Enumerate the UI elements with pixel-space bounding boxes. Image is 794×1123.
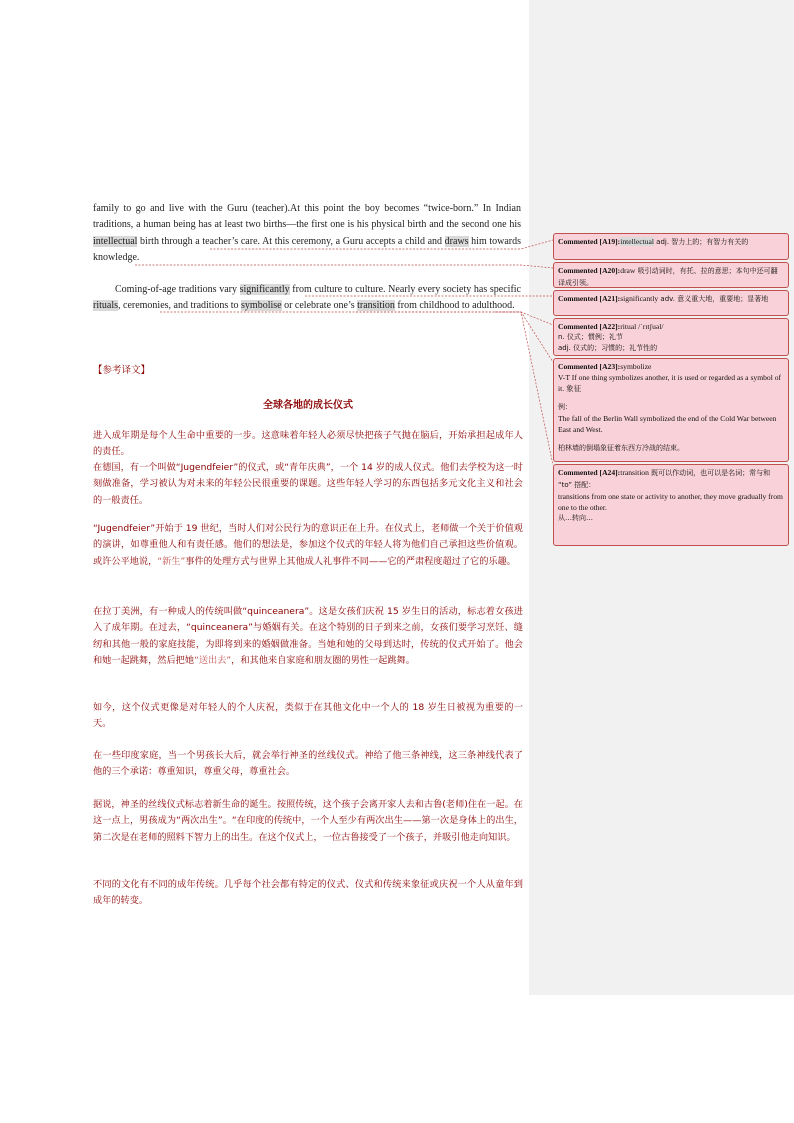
para2-text-b: from culture to culture. Nearly every society has specific [289, 284, 521, 295]
comment-word: ritual [620, 322, 637, 331]
para2-text-d: or celebrate one’s [281, 300, 358, 312]
para1-text-a: family to go and live with the Guru (teacher).At this point the boy becomes “twice-born.” In Indian traditions, a human being has at least two births—the first one is his physical birth and the second one his [93, 203, 521, 231]
comment-extra-line: The fall of the Berlin Wall symbolized the end of the Cold War between East and West. [558, 414, 777, 434]
translation-paragraph-1: 进入成年期是每个人生命中重要的一步。这意味着年轻人必须尽快把孩子气抛在脑后，开始承担起成年人的责任。 [93, 430, 523, 458]
highlight-intellectual[interactable]: intellectual [93, 235, 138, 247]
highlight-symbolise[interactable]: symbolise [241, 300, 282, 312]
comment-body: adj. 智力上的；有智力有关的 [653, 238, 749, 246]
para2-text-e: from childhood to adulthood. [394, 300, 515, 312]
para2-text-a: Coming-of-age traditions vary [115, 284, 240, 295]
comment-a24[interactable] [553, 464, 789, 546]
highlight-draws[interactable]: draws [444, 235, 469, 247]
translation-paragraph-4 [93, 604, 523, 670]
translation-title: 全球各地的成长仪式 [263, 400, 353, 411]
para1-text-c: him towards knowledge. [93, 235, 521, 264]
comment-extra-line: 柏林墙的倒塌象征着东西方冷战的结束。 [558, 444, 684, 452]
reference-label: 【参考译文】 [93, 365, 151, 376]
english-paragraph-2 [93, 282, 521, 315]
comment-extra-line: transitions from one state or activity to another, they move gradually from one to the other. [558, 492, 783, 512]
comment-tag: Commented [A23]: [558, 362, 621, 371]
para1-text-b: birth through a teacher’s care. At this ceremony, a Guru accepts a child and [137, 235, 445, 247]
highlight-significantly[interactable]: significantly [239, 284, 290, 295]
comment-body: /ˈrɪtʃuəl/ [636, 322, 664, 331]
comment-body: adv. 意义重大地，重要地；显著地 [658, 295, 769, 303]
comment-word: intellectual [620, 237, 654, 246]
comment-word: symbolize [620, 362, 652, 371]
para2-text-c: , ceremonies, and traditions to [118, 300, 242, 312]
highlight-rituals[interactable]: rituals [93, 300, 118, 312]
comment-extra-line: 从…转向… [558, 514, 593, 522]
translation-paragraph-5: 如今，这个仪式更像是对年轻人的个人庆祝，类似于在其他文化中一个人的 18 岁生日被视为重要的一天。 [93, 702, 523, 730]
p3-text-b: 事件的处理方式与世界上其他成人礼事件不同——它的严肃程度超过了它的乐趣。 [185, 555, 516, 567]
translation-paragraph-7: 据说，神圣的丝线仪式标志着新生命的诞生。按照传统，这个孩子会离开家人去和古鲁(老师)住在一起。在这一点上，男孩成为“两次出生”。“在印度的传统中，一个人至少有两次出生——第一次是身体上的出生，第二次是在老师的照料下智力上的出生。在这个仪式上，一位古鲁接受了一个孩子，并吸引他走向知识。 [93, 799, 523, 843]
highlight-transition[interactable]: transition [357, 300, 395, 312]
comment-tag: Commented [A20]: [558, 266, 621, 275]
translation-paragraph-2: 在德国，有一个叫做“Jugendfeier”的仪式，或“青年庆典”，一个 14 岁的成人仪式。他们去学校为这一时刻做准备，学习被认为对未来的年轻公民很重要的课题。这些年轻人学习的东西包括多元文化主义和社会的一般责任。 [93, 462, 523, 506]
comment-word: draw [620, 266, 636, 275]
p4-text-b: ，和其他来自家庭和朋友圈的男性一起跳舞。 [231, 655, 415, 667]
comment-extra-line: adj. 仪式的；习惯的；礼节性的 [558, 344, 658, 352]
p4-text-a: 在拉丁美洲，有一种成人的传统叫做“quinceanera”。这是女孩们庆祝 15 岁生日的活动，标志着女孩进入了成年期。在过去，“quinceanera”与婚姻有关。在这个特别的日子到来之前，女孩们要学习烹饪、缝纫和其他一般的家庭技能，为即将到来的婚姻做准备。当她和她的父母到达时，传统的仪式开始了。他会和她一起跳舞，然后把她 [93, 606, 523, 667]
comment-a21[interactable] [553, 290, 789, 316]
comment-body: 既可以作动词，也可以是名词；常与和 “to” 搭配： [558, 469, 771, 489]
comment-extra-line: V-T If one thing symbolizes another, it is used or regarded as a symbol of it. 象征 [558, 373, 782, 393]
comment-word: significantly [620, 294, 659, 303]
comment-body: 吸引动词时，有托、拉的意思；本句中还可翻译成引领。 [558, 267, 778, 287]
comment-tag: Commented [A24]: [558, 468, 621, 477]
comment-word: transition [620, 468, 649, 477]
translation-paragraph-3 [93, 521, 523, 570]
english-paragraph-1 [93, 201, 521, 267]
translation-paragraph-8: 不同的文化有不同的成年传统。几乎每个社会都有特定的仪式、仪式和传统来象征或庆祝一个人从童年到成年的转变。 [93, 879, 523, 907]
translation-paragraph-6: 在一些印度家庭，当一个男孩长大后，就会举行神圣的丝线仪式。神给了他三条神线，这三条神线代表了他的三个承诺：尊重知识，尊重父母，尊重社会。 [93, 750, 523, 778]
p3-text-a: “Jugendfeier”开始于 19 世纪，当时人们对公民行为的意识正在上升。在仪式上，老师做一个关于价值观的演讲，如尊重他人和有责任感。他们的想法是，参加这个仪式的年轻人将为他们自己承担这些价值观。或许公平地说， [93, 523, 523, 567]
comment-a19[interactable] [553, 233, 789, 260]
comment-tag: Commented [A19]: [558, 237, 621, 246]
comment-extra-line: n. 仪式；惯例；礼节 [558, 333, 623, 341]
comment-tag: Commented [A22]: [558, 322, 621, 331]
comment-a22[interactable] [553, 318, 789, 356]
comment-tag: Commented [A21]: [558, 294, 621, 303]
p3-quote: “新生” [157, 555, 186, 567]
comment-a20[interactable] [553, 262, 789, 288]
p4-quote: “送出去” [194, 655, 232, 667]
comment-a23[interactable] [553, 358, 789, 462]
comment-extra-line: 例： [558, 403, 572, 411]
